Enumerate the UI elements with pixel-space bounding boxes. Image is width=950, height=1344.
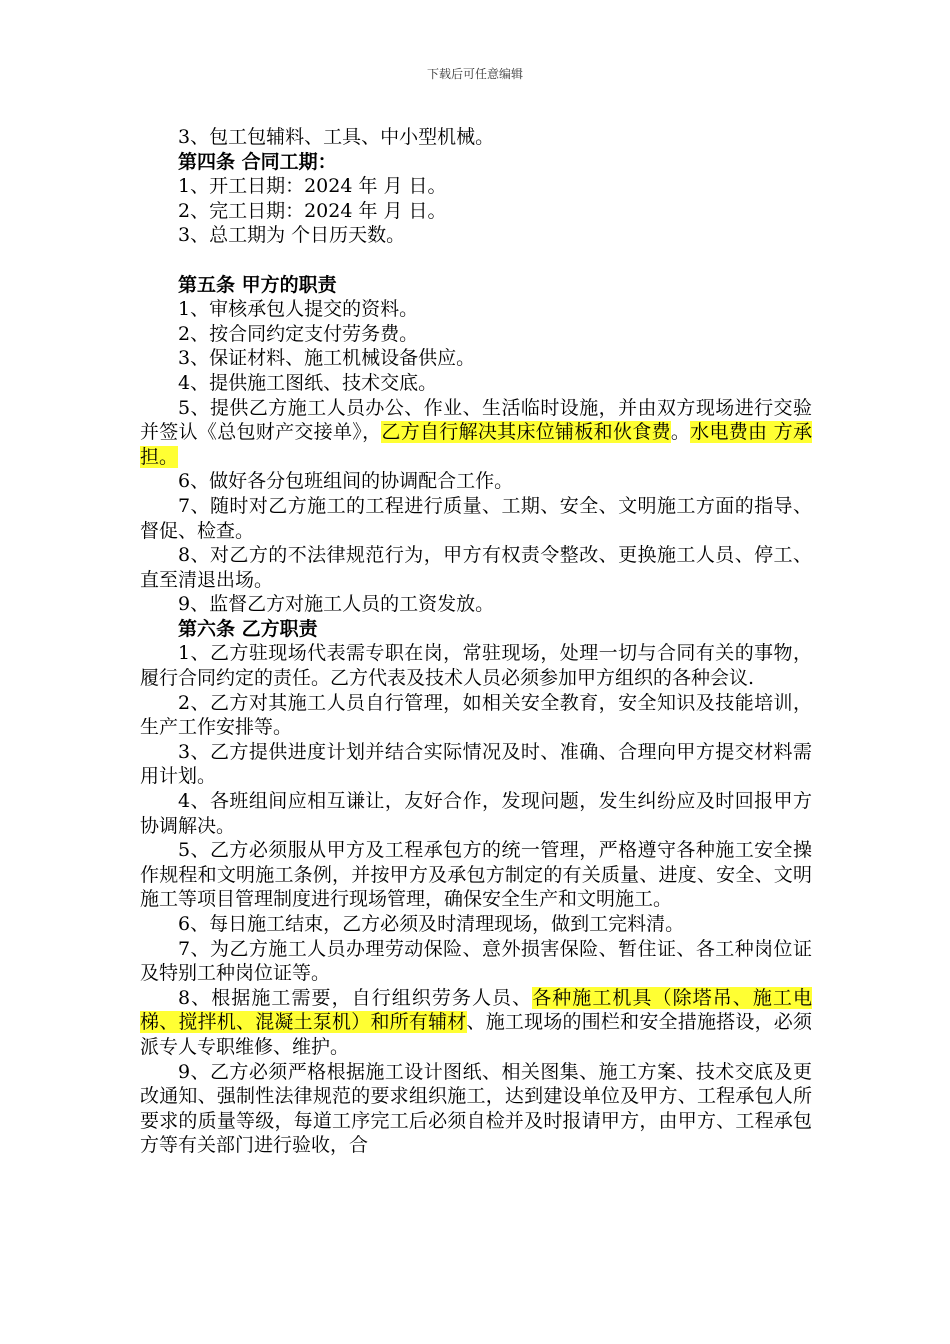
text-run: 1、开工日期：2024 年 月 日。 [178,175,447,198]
text-run: 7、为乙方施工人员办理劳动保险、意外损害保险、暂住证、各工种岗位证及特别工种岗位证等。 [140,937,812,985]
paragraph [140,469,812,494]
text-run: 1、审核承包人提交的资料。 [178,298,419,321]
text-run: 3、乙方提供进度计划并结合实际情况及时、准确、合理向甲方提交材料需用计划。 [140,740,812,788]
text-run: 3、保证材料、施工机械设备供应。 [178,347,476,370]
text-run: 3、包工包辅料、工具、中小型机械。 [178,126,495,148]
section-heading [140,617,812,642]
text-run: 8、根据施工需要，自行组织劳务人员、 [178,986,533,1009]
paragraph [140,543,812,592]
text-run: 6、做好各分包班组间的协调配合工作。 [178,470,514,493]
paragraph [140,838,812,912]
paragraph [140,986,812,1060]
paragraph [140,912,812,937]
paragraph [140,789,812,838]
paragraph [140,494,812,543]
text-run: 第六条 乙方职责 [178,617,318,640]
text-run: 8、对乙方的不法律规范行为，甲方有权责令整改、更换施工人员、停工、直至清退出场。 [140,544,812,591]
text-run: 7、随时对乙方施工的工程进行质量、工期、安全、文明施工方面的指导、督促、检查。 [140,494,812,542]
highlighted-text: 乙方自行解决其床位铺板和伙食费 [381,421,671,444]
paragraph [140,937,812,986]
text-run: 第五条 甲方的职责 [178,273,337,296]
text-run: 6、每日施工结束，乙方必须及时清理现场，做到工完料清。 [178,913,685,935]
text-run: 4、各班组间应相互谦让，友好合作，发现问题，发生纠纷应及时回报甲方协调解决。 [140,790,812,837]
paragraph [140,223,812,248]
paragraph [140,297,812,322]
section-heading [140,273,812,298]
paragraph [140,125,812,150]
paragraph [140,396,812,470]
paragraph [140,641,812,690]
highlighted-text: 各种施工机具（除塔吊、施工电梯、搅拌机、混凝土泵机）和所有辅材 [140,986,812,1034]
page-header: 下载后可任意编辑 [426,67,523,81]
text-run: 9、乙方必须严格根据施工设计图纸、相关图集、施工方案、技术交底及更改通知、强制性法律规范的要求组织施工，达到建设单位及甲方、工程承包人所要求的质量等级，每道工序完工后必须自检并及时报请甲方，由甲方、工程承包方等有关部门进行验收，合 [140,1060,812,1157]
paragraph [140,371,812,396]
paragraph [140,691,812,740]
paragraph [140,199,812,224]
document-body [140,125,812,1158]
text-run: 1、乙方驻现场代表需专职在岗，常驻现场，处理一切与合同有关的事物，履行合同约定的责任。乙方代表及技术人员必须参加甲方组织的各种会议. [140,642,812,690]
text-run: 第四条 合同工期： [178,150,337,173]
text-run: 2、乙方对其施工人员自行管理，如相关安全教育，安全知识及技能培训，生产工作安排等。 [140,691,812,739]
text-run: 、施工现场的围栏和安全措施搭设，必须派专人专职维修、维护。 [140,1011,812,1058]
paragraph [140,740,812,789]
paragraph [140,346,812,371]
highlighted-text: 水电费由 方承担。 [140,421,812,468]
paragraph [140,1060,812,1158]
text-run: 2、按合同约定支付劳务费。 [178,322,419,345]
text-run: 2、完工日期：2024 年 月 日。 [178,199,447,222]
text-run: 3、总工期为 个日历天数。 [178,224,406,247]
text-run: 4、提供施工图纸、技术交底。 [178,371,438,394]
blank-line [140,248,812,273]
paragraph [140,322,812,347]
paragraph [140,592,812,617]
text-run: 9、监督乙方对施工人员的工资发放。 [178,593,495,616]
text-run: 5、乙方必须服从甲方及工程承包方的统一管理，严格遵守各种施工安全操作规程和文明施工条例，并按甲方及承包方制定的有关质量、进度、安全、文明施工等项目管理制度进行现场管理，确保安全生产和文明施工。 [140,839,812,911]
section-heading [140,150,812,175]
paragraph [140,174,812,199]
text-run: 。 [670,421,691,444]
text-run: 5、提供乙方施工人员办公、作业、生活临时设施，并由双方现场进行交验并签认《总包财产交接单》， [140,396,812,444]
